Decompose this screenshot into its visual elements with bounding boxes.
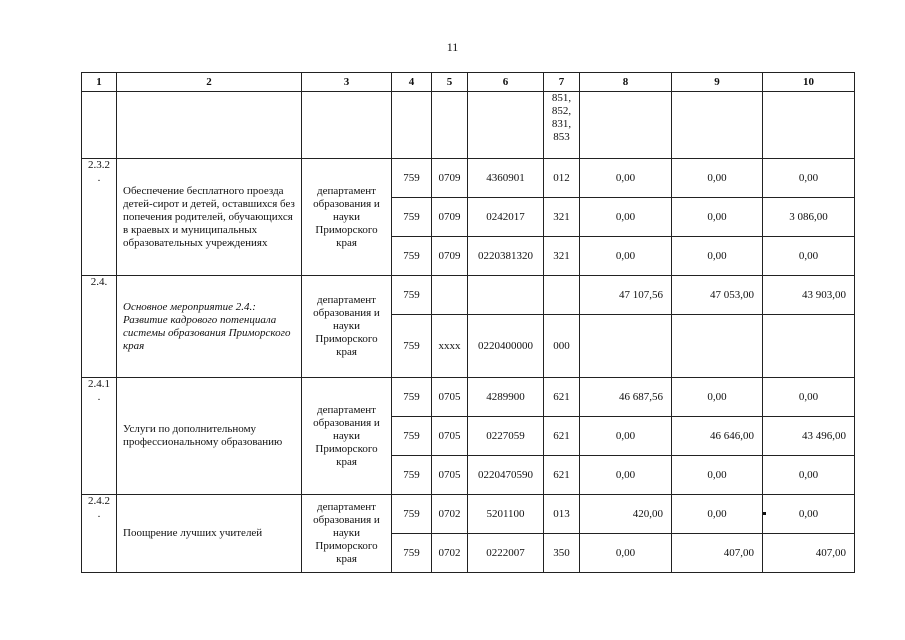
grbs-code: 759 (392, 237, 432, 276)
header-col-6: 6 (468, 73, 544, 92)
vr-code: 852, (551, 105, 572, 117)
vr-code: 321 (544, 198, 580, 237)
vr-code: 013 (544, 495, 580, 534)
department: департамент образования и науки Приморского края (302, 495, 392, 573)
value-year-2 (672, 315, 763, 378)
table-row (82, 159, 855, 198)
vr-code: 350 (544, 534, 580, 573)
grbs-code: 759 (392, 534, 432, 573)
grbs-code: 759 (392, 378, 432, 417)
header-col-1: 1 (82, 73, 117, 92)
value-year-1: 420,00 (580, 495, 672, 534)
department: департамент образования и науки Приморского края (302, 159, 392, 276)
value-year-1: 46 687,56 (580, 378, 672, 417)
vr-code: 321 (544, 237, 580, 276)
budget-table (81, 72, 855, 573)
value-year-1: 0,00 (580, 237, 672, 276)
value-year-3: 3 086,00 (763, 198, 855, 237)
vr-code: 621 (544, 378, 580, 417)
header-col-5: 5 (432, 73, 468, 92)
header-col-7: 7 (544, 73, 580, 92)
value-year-2: 407,00 (672, 534, 763, 573)
value-year-2: 0,00 (672, 456, 763, 495)
header-col-4: 4 (392, 73, 432, 92)
value-year-2: 0,00 (672, 237, 763, 276)
grbs-code: 759 (392, 417, 432, 456)
rzpr-code: 0702 (432, 495, 468, 534)
value-year-3: 0,00 (763, 456, 855, 495)
value-year-1: 0,00 (580, 534, 672, 573)
vr-code: 851, (551, 92, 572, 104)
table-row (82, 495, 855, 534)
item-number: 2.4. (82, 276, 117, 378)
vr-code: 831, (551, 118, 572, 130)
grbs-code: 759 (392, 315, 432, 378)
department: департамент образования и науки Приморского края (302, 276, 392, 378)
value-year-3: 407,00 (763, 534, 855, 573)
value-year-1: 0,00 (580, 417, 672, 456)
value-year-3: 0,00 (763, 237, 855, 276)
header-col-2: 2 (117, 73, 302, 92)
csr-code: 5201100 (468, 495, 544, 534)
header-col-10: 10 (763, 73, 855, 92)
grbs-code: 759 (392, 159, 432, 198)
item-number: 2.4.2 . (82, 495, 117, 573)
value-year-1: 47 107,56 (580, 276, 672, 315)
rzpr-code: 0705 (432, 417, 468, 456)
value-year-2: 0,00 (672, 159, 763, 198)
value-year-3: 0,00 (763, 495, 855, 534)
page-number: 11 (446, 40, 459, 54)
table-row (82, 276, 855, 315)
item-name: Основное мероприятие 2.4.: Развитие кадрового потенциала системы образования Приморского края (117, 276, 302, 378)
csr-code (468, 276, 544, 315)
vr-code: 000 (544, 315, 580, 378)
header-col-3: 3 (302, 73, 392, 92)
rzpr-code: 0709 (432, 159, 468, 198)
vr-code: 621 (544, 456, 580, 495)
csr-code: 4289900 (468, 378, 544, 417)
rzpr-code: xxxx (432, 315, 468, 378)
header-col-8: 8 (580, 73, 672, 92)
value-year-1: 0,00 (580, 456, 672, 495)
vr-code (544, 276, 580, 315)
vr-code: 853 (553, 131, 570, 143)
rzpr-code: 0705 (432, 378, 468, 417)
item-number: 2.3.2 . (82, 159, 117, 276)
value-year-3: 0,00 (763, 159, 855, 198)
item-name: Обеспечение бесплатного проезда детей-сирот и детей, оставшихся без попечения родителей, обучающихся в краевых и муниципальных образовательных учреждениях (117, 159, 302, 276)
value-year-1 (580, 315, 672, 378)
item-number: 2.4.1 . (82, 378, 117, 495)
vr-code: 012 (544, 159, 580, 198)
value-year-3: 43 903,00 (763, 276, 855, 315)
continuation-row (82, 92, 855, 159)
value-year-1: 0,00 (580, 198, 672, 237)
value-year-3 (763, 315, 855, 378)
value-year-3: 0,00 (763, 378, 855, 417)
csr-code: 0227059 (468, 417, 544, 456)
grbs-code: 759 (392, 456, 432, 495)
rzpr-code (432, 276, 468, 315)
vr-code: 621 (544, 417, 580, 456)
rzpr-code: 0702 (432, 534, 468, 573)
rzpr-code: 0709 (432, 237, 468, 276)
csr-code: 0220470590 (468, 456, 544, 495)
scan-speck (763, 512, 766, 515)
table-row (82, 378, 855, 417)
grbs-code: 759 (392, 495, 432, 534)
csr-code: 0220400000 (468, 315, 544, 378)
value-year-2: 47 053,00 (672, 276, 763, 315)
rzpr-code: 0709 (432, 198, 468, 237)
value-year-1: 0,00 (580, 159, 672, 198)
csr-code: 0242017 (468, 198, 544, 237)
header-row (82, 73, 855, 92)
grbs-code: 759 (392, 198, 432, 237)
value-year-2: 0,00 (672, 378, 763, 417)
item-name: Поощрение лучших учителей (117, 495, 302, 573)
department: департамент образования и науки Приморского края (302, 378, 392, 495)
csr-code: 4360901 (468, 159, 544, 198)
csr-code: 0220381320 (468, 237, 544, 276)
value-year-3: 43 496,00 (763, 417, 855, 456)
csr-code: 0222007 (468, 534, 544, 573)
grbs-code: 759 (392, 276, 432, 315)
header-col-9: 9 (672, 73, 763, 92)
value-year-2: 46 646,00 (672, 417, 763, 456)
vr-code-list (544, 92, 580, 159)
item-name: Услуги по дополнительному профессиональному образованию (117, 378, 302, 495)
rzpr-code: 0705 (432, 456, 468, 495)
value-year-2: 0,00 (672, 198, 763, 237)
value-year-2: 0,00 (672, 495, 763, 534)
